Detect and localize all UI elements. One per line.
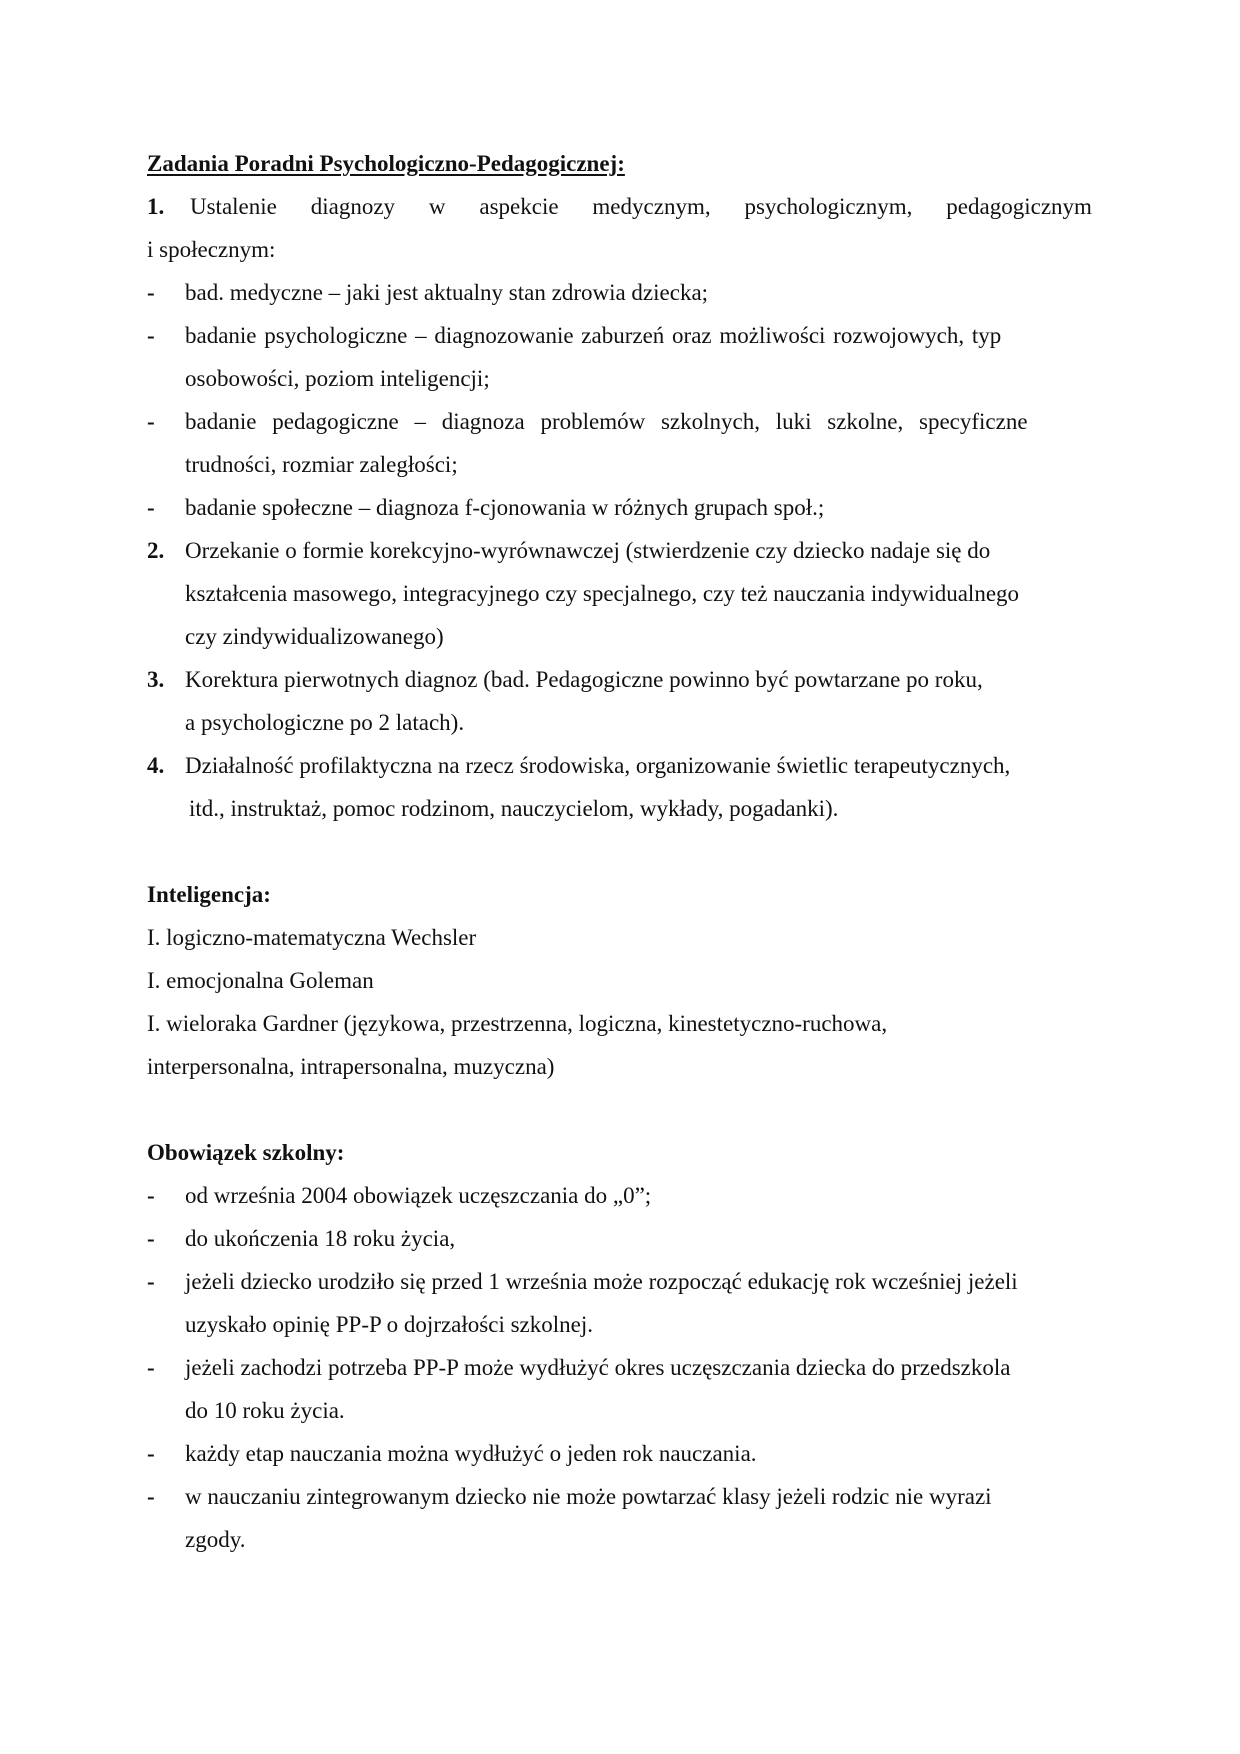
section-heading-inteligencja: Inteligencja: bbox=[147, 882, 271, 907]
section-heading-poradnia: Zadania Poradni Psychologiczno-Pedagogicznej: bbox=[147, 151, 625, 176]
item-3-line: Korektura pierwotnych diagnoz (bad. Pedagogiczne powinno być powtarzane po roku, bbox=[185, 667, 983, 692]
bullet-marker: - bbox=[147, 1183, 155, 1208]
item-2-line: Orzekanie o formie korekcyjno-wyrównawczej (stwierdzenie czy dziecko nadaje się do bbox=[185, 538, 991, 563]
bullet-text: osobowości, poziom inteligencji; bbox=[185, 366, 490, 391]
bullet-text: uzyskało opinię PP-P o dojrzałości szkolnej. bbox=[185, 1312, 593, 1337]
bullet-text: do 10 roku życia. bbox=[185, 1398, 345, 1423]
bullet-text: jeżeli dziecko urodziło się przed 1 września może rozpocząć edukację rok wcześniej jeżeli bbox=[185, 1269, 1018, 1294]
item-1-word: pedagogicznym bbox=[946, 194, 1092, 219]
bullet-text: trudności, rozmiar zaległości; bbox=[185, 452, 458, 477]
intel-line: I. wieloraka Gardner (językowa, przestrzenna, logiczna, kinestetyczno-ruchowa, bbox=[147, 1011, 888, 1036]
bullet-marker: - bbox=[147, 495, 155, 520]
item-1-word: w bbox=[428, 194, 446, 219]
bullet-text: badanie pedagogiczne – diagnoza problemów szkolnych, luki szkolne, specyficzne bbox=[185, 409, 1028, 434]
bullet-marker: - bbox=[147, 1441, 155, 1466]
section-heading-obowiazek: Obowiązek szkolny: bbox=[147, 1140, 345, 1165]
item-4-line: Działalność profilaktyczna na rzecz środowiska, organizowanie świetlic terapeutycznych, bbox=[185, 753, 1011, 778]
item-1-word: medycznym, bbox=[592, 194, 711, 219]
item-number-3: 3. bbox=[147, 667, 165, 692]
bullet-marker: - bbox=[147, 1269, 155, 1294]
bullet-text: badanie społeczne – diagnoza f-cjonowania w różnych grupach społ.; bbox=[185, 495, 825, 520]
item-2-line: kształcenia masowego, integracyjnego czy specjalnego, czy też nauczania indywidualnego bbox=[185, 581, 1020, 606]
bullet-text: bad. medyczne – jaki jest aktualny stan zdrowia dziecka; bbox=[185, 280, 709, 305]
item-number-4: 4. bbox=[147, 753, 165, 778]
item-2-line: czy zindywidualizowanego) bbox=[185, 624, 444, 649]
intel-line: interpersonalna, intrapersonalna, muzyczna) bbox=[147, 1054, 555, 1079]
item-3-line: a psychologiczne po 2 latach). bbox=[185, 710, 465, 735]
bullet-text: do ukończenia 18 roku życia, bbox=[185, 1226, 456, 1251]
bullet-text: każdy etap nauczania można wydłużyć o jeden rok nauczania. bbox=[185, 1441, 757, 1466]
intel-line: I. logiczno-matematyczna Wechsler bbox=[147, 925, 477, 950]
bullet-marker: - bbox=[147, 1226, 155, 1251]
intel-line: I. emocjonalna Goleman bbox=[147, 968, 374, 993]
item-1-word: Ustalenie bbox=[190, 194, 277, 219]
item-1-first-line bbox=[190, 192, 1092, 222]
item-number-2: 2. bbox=[147, 538, 165, 563]
bullet-marker: - bbox=[147, 323, 155, 348]
bullet-marker: - bbox=[147, 1484, 155, 1509]
bullet-marker: - bbox=[147, 1355, 155, 1380]
bullet-text: jeżeli zachodzi potrzeba PP-P może wydłużyć okres uczęszczania dziecka do przedszkola bbox=[185, 1355, 1011, 1380]
item-number-1: 1. bbox=[147, 194, 165, 219]
bullet-text: zgody. bbox=[185, 1527, 246, 1552]
item-1-word: psychologicznym, bbox=[744, 194, 913, 219]
bullet-marker: - bbox=[147, 280, 155, 305]
bullet-text: w nauczaniu zintegrowanym dziecko nie może powtarzać klasy jeżeli rodzic nie wyrazi bbox=[185, 1484, 992, 1509]
item-1-continuation: i społecznym: bbox=[147, 237, 276, 262]
bullet-text: od września 2004 obowiązek uczęszczania do „0”; bbox=[185, 1183, 652, 1208]
item-4-line: itd., instruktaż, pomoc rodzinom, nauczycielom, wykłady, pogadanki). bbox=[189, 796, 839, 821]
bullet-text: badanie psychologiczne – diagnozowanie zaburzeń oraz możliwości rozwojowych, typ bbox=[185, 323, 1002, 348]
item-1-word: diagnozy bbox=[310, 194, 396, 219]
bullet-marker: - bbox=[147, 409, 155, 434]
item-1-word: aspekcie bbox=[479, 194, 559, 219]
